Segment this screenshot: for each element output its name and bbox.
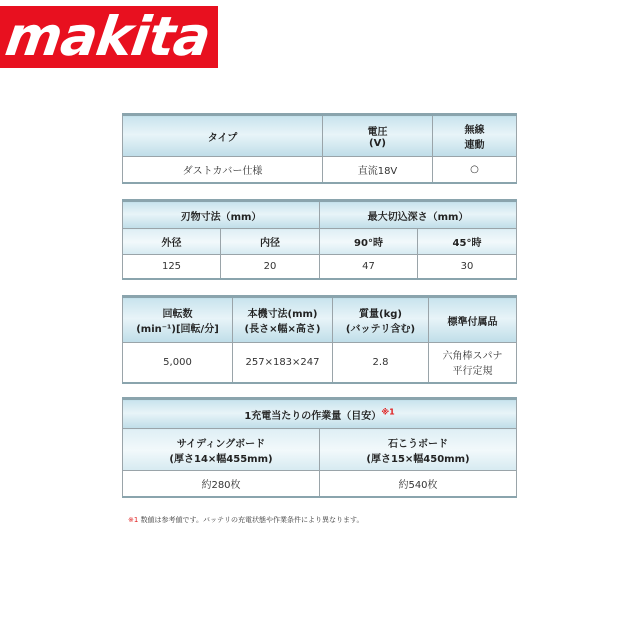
- cell-gypsum-count: 約540枚: [320, 471, 517, 497]
- header-type: タイプ: [123, 115, 323, 157]
- spec-table-blade: [122, 199, 517, 280]
- spec-table-body: [122, 295, 517, 384]
- header-siding-board: サイディングボード (厚さ14×幅455mm): [123, 429, 320, 471]
- cell-voltage: 直流18V: [323, 157, 433, 183]
- cell-depth-90: 47: [320, 255, 418, 279]
- footnote: [128, 515, 363, 525]
- cell-dimensions: 257×183×247: [233, 343, 333, 383]
- spec-table-workload: [122, 397, 517, 498]
- cell-rpm: 5,000: [123, 343, 233, 383]
- cell-outer-diameter: 125: [123, 255, 221, 279]
- header-rpm: 回転数 (min⁻¹)[回転/分]: [123, 297, 233, 343]
- header-cut-depth: 最大切込深さ（mm）: [320, 201, 517, 229]
- header-depth-90: 90°時: [320, 229, 418, 255]
- cell-depth-45: 30: [418, 255, 517, 279]
- header-voltage: 電圧 (V): [323, 115, 433, 157]
- header-blade-size: 刃物寸法（mm）: [123, 201, 320, 229]
- brand-logo: makita: [1, 5, 214, 68]
- footnote-text: 数値は参考値です。バッテリの充電状態や作業条件により異なります。: [140, 516, 364, 524]
- cell-wireless: ○: [433, 157, 517, 183]
- header-gypsum-board: 石こうボード (厚さ15×幅450mm): [320, 429, 517, 471]
- brand-logo-area: [0, 0, 218, 72]
- cell-accessories: 六角棒スパナ 平行定規: [429, 343, 517, 383]
- header-inner-diameter: 内径: [221, 229, 320, 255]
- header-outer-diameter: 外径: [123, 229, 221, 255]
- cell-type: ダストカバー仕様: [123, 157, 323, 183]
- footnote-mark: ※1: [128, 516, 139, 524]
- cell-inner-diameter: 20: [221, 255, 320, 279]
- header-dimensions: 本機寸法(mm) (長さ×幅×高さ): [233, 297, 333, 343]
- header-depth-45: 45°時: [418, 229, 517, 255]
- header-mass: 質量(kg) (バッテリ含む): [333, 297, 429, 343]
- header-wireless: 無線 連動: [433, 115, 517, 157]
- header-workload: 1充電当たりの作業量（目安）$^{※1}$: [123, 399, 517, 429]
- spec-table-type: [122, 113, 517, 184]
- cell-siding-count: 約280枚: [123, 471, 320, 497]
- cell-mass: 2.8: [333, 343, 429, 383]
- header-accessories: 標準付属品: [429, 297, 517, 343]
